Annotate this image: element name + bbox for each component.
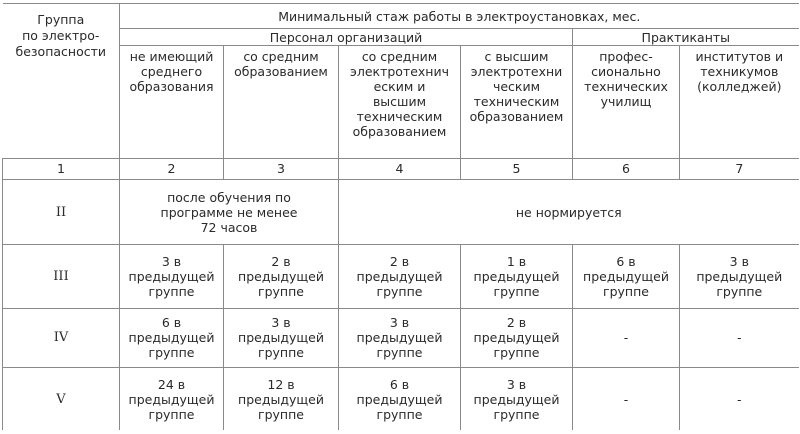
table-row — [3, 245, 799, 308]
table-cell: 12 в предыдущей группе — [224, 368, 339, 430]
table-row — [3, 180, 799, 245]
column-header-institutes-colleges: институтов и техникумов (колледжей) — [680, 46, 799, 159]
table-cell: - — [573, 308, 680, 367]
staff-title: Персонал организаций — [120, 29, 573, 46]
training-requirement-cell: после обучения по программе не менее 72 часов — [120, 180, 339, 245]
column-header-secondary: со средним образованием — [224, 46, 339, 159]
table-cell: 2 в предыдущей группе — [461, 308, 573, 367]
group-label: III — [3, 245, 120, 308]
column-header-secondary-electrotech-higher: со средним электротехнич еским и высшим техническим образованием — [339, 46, 461, 159]
table-cell: - — [573, 368, 680, 430]
table-cell: 2 в предыдущей группе — [339, 245, 461, 308]
column-number: 7 — [680, 158, 799, 179]
column-number: 5 — [461, 158, 573, 179]
table-cell: 6 в предыдущей группе — [573, 245, 680, 308]
table-cell: 6 в предыдущей группе — [339, 368, 461, 430]
interns-title: Практиканты — [573, 29, 799, 46]
electrical-safety-experience-table — [2, 3, 799, 430]
table-row — [3, 308, 799, 367]
table-cell: 3 в предыдущей группе — [461, 368, 573, 430]
table-cell: - — [680, 308, 799, 367]
table-cell: 3 в предыдущей группе — [680, 245, 799, 308]
group-label: IV — [3, 308, 120, 367]
table-cell: 2 в предыдущей группе — [224, 245, 339, 308]
table-cell: 24 в предыдущей группе — [120, 368, 224, 430]
not-regulated-cell: не нормируется — [339, 180, 799, 245]
group-label: II — [3, 180, 120, 245]
table-row — [3, 368, 799, 430]
column-number: 2 — [120, 158, 224, 179]
table-cell: 1 в предыдущей группе — [461, 245, 573, 308]
table-cell: 3 в предыдущей группе — [339, 308, 461, 367]
column-header-higher-electrotech: с высшим электротехни ческим техническим образованием — [461, 46, 573, 159]
column-header-vocational-schools: профес- сионально технических училищ — [573, 46, 680, 159]
group-column-header: Группа по электро- безопасности — [3, 4, 120, 159]
table-cell: 3 в предыдущей группе — [120, 245, 224, 308]
column-number: 1 — [3, 158, 120, 179]
table-cell: 6 в предыдущей группе — [120, 308, 224, 367]
table-cell: 3 в предыдущей группе — [224, 308, 339, 367]
min-experience-title: Минимальный стаж работы в электроустановках, мес. — [120, 4, 799, 29]
group-label: V — [3, 368, 120, 430]
column-number: 6 — [573, 158, 680, 179]
table-cell: - — [680, 368, 799, 430]
column-number: 4 — [339, 158, 461, 179]
column-number: 3 — [224, 158, 339, 179]
column-header-no-secondary: не имеющий среднего образования — [120, 46, 224, 159]
